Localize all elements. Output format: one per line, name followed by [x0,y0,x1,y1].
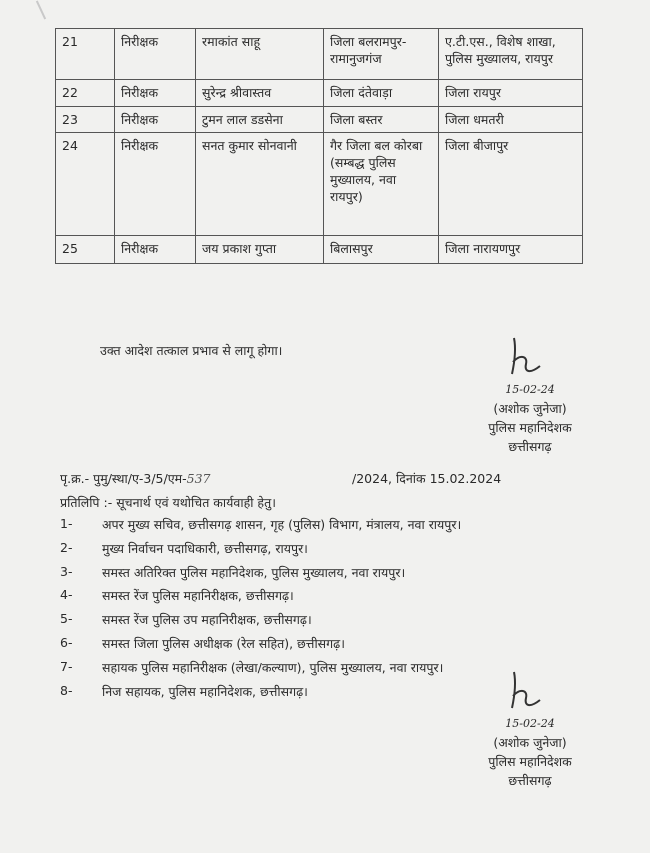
item-number: 3- [60,563,73,579]
signatory-state: छत्तीसगढ़ [508,439,552,454]
rank: निरीक्षक [115,29,196,80]
signature-block-2 [460,668,600,790]
serial-number: 25 [56,236,115,264]
item-number: 4- [60,587,73,603]
new-posting: जिला रायपुर [439,80,583,107]
rank: निरीक्षक [115,133,196,236]
item-number: 8- [60,682,73,698]
current-posting: जिला दंतेवाड़ा [324,80,439,107]
item-text: निज सहायक, पुलिस महानिदेशक, छत्तीसगढ़। [102,683,308,699]
signatory-designation: पुलिस महानिदेशक [488,754,572,769]
item-text: समस्त जिला पुलिस अधीक्षक (रेल सहित), छत्तीसगढ़। [102,635,345,651]
officer-name: सनत कुमार सोनवानी [196,133,324,236]
copy-heading: प्रतिलिपि :- सूचनार्थ एवं यथोचित कार्यवाही हेतु। [60,495,276,510]
serial-number: 23 [56,107,115,133]
officer-name: सुरेन्द्र श्रीवास्तव [196,80,324,107]
signature-date: 15-02-24 [505,383,555,396]
serial-number: 22 [56,80,115,107]
serial-number: 21 [56,29,115,80]
item-number: 2- [60,539,73,555]
signature-block-1 [460,334,600,456]
table-row [56,29,583,80]
officer-name: टुमन लाल डडसेना [196,107,324,133]
rank: निरीक्षक [115,236,196,264]
signature-date: 15-02-24 [505,717,555,730]
item-number: 5- [60,611,73,627]
current-posting: गैर जिला बल कोरबा (सम्बद्ध पुलिस मुख्यालय, नवा रायपुर) [324,133,439,236]
item-number: 1- [60,516,73,531]
reference-number [60,470,210,487]
signatory-name: (अशोक जुनेजा) [493,735,567,750]
signatory-state: छत्तीसगढ़ [508,773,552,788]
rank: निरीक्षक [115,80,196,107]
new-posting: जिला धमतरी [439,107,583,133]
table-row [56,80,583,107]
new-posting: ए.टी.एस., विशेष शाखा, पुलिस मुख्यालय, रायपुर [439,29,583,80]
item-text: अपर मुख्य सचिव, छत्तीसगढ़ शासन, गृह (पुलिस) विभाग, मंत्रालय, नवा रायपुर। [102,517,462,532]
reference-prefix: पृ.क्र.- पुमु/स्था/ए-3/5/एम- [60,471,187,486]
reference-date: /2024, दिनांक 15.02.2024 [352,471,502,486]
signature-mark [500,668,560,714]
page-edge-mark [0,0,60,24]
item-text: समस्त रेंज पुलिस उप महानिरीक्षक, छत्तीसगढ़। [102,612,312,628]
item-text: समस्त रेंज पुलिस महानिरीक्षक, छत्तीसगढ़। [102,588,294,604]
table-row [56,107,583,133]
signatory-designation: पुलिस महानिदेशक [488,420,572,435]
item-number: 6- [60,634,73,650]
new-posting: जिला नारायणपुर [439,236,583,264]
new-posting: जिला बीजापुर [439,133,583,236]
officer-name: रमाकांत साहू [196,29,324,80]
item-number: 7- [60,658,73,674]
current-posting: जिला बस्तर [324,107,439,133]
signatory-name: (अशोक जुनेजा) [493,401,567,416]
order-effective-text: उक्त आदेश तत्काल प्रभाव से लागू होगा। [100,343,283,358]
serial-number: 24 [56,133,115,236]
item-text: समस्त अतिरिक्त पुलिस महानिदेशक, पुलिस मुख्यालय, नवा रायपुर। [102,564,406,580]
rank: निरीक्षक [115,107,196,133]
item-text: सहायक पुलिस महानिरीक्षक (लेखा/कल्याण), पुलिस मुख्यालय, नवा रायपुर। [102,659,444,675]
table-row [56,133,583,236]
item-text: मुख्य निर्वाचन पदाधिकारी, छत्तीसगढ़, रायपुर। [102,540,308,556]
officer-transfer-table [55,28,583,264]
reference-handwritten-number: 537 [186,471,211,486]
current-posting: बिलासपुर [324,236,439,264]
current-posting: जिला बलरामपुर-रामानुजगंज [324,29,439,80]
table-row [56,236,583,264]
officer-name: जय प्रकाश गुप्ता [196,236,324,264]
signature-mark [500,334,560,380]
